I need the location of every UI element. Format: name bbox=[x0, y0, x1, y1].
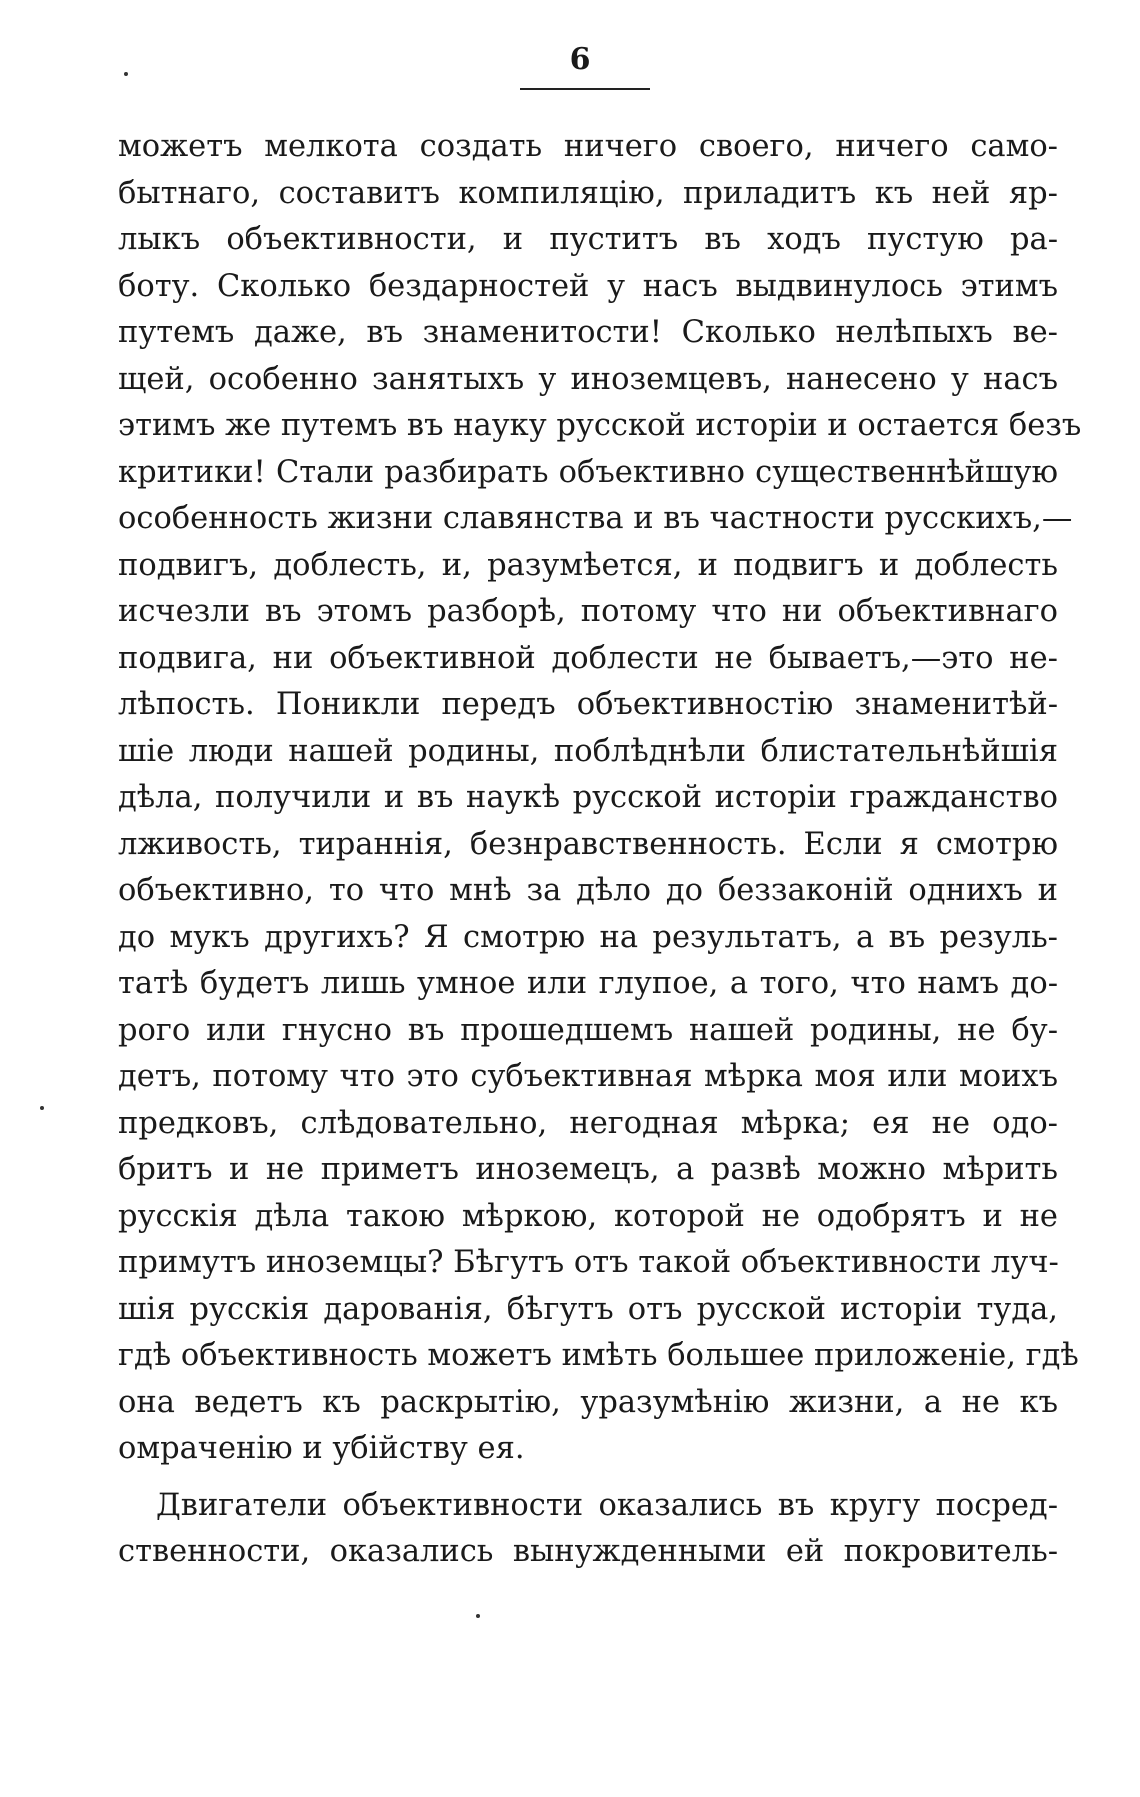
text-line: подвигъ, доблесть, и, разумѣется, и подвигъ и доблесть bbox=[118, 547, 1058, 583]
text-line: рого или гнусно въ прошедшемъ нашей родины, не бу- bbox=[118, 1012, 1058, 1048]
print-speck bbox=[476, 1614, 480, 1618]
text-line: детъ, потому что это субъективная мѣрка моя или моихъ bbox=[118, 1059, 1058, 1094]
text-line: объективно, то что мнѣ за дѣло до беззаконій однихъ и bbox=[118, 873, 1058, 908]
text-line: путемъ даже, въ знаменитости! Сколько нелѣпыхъ ве- bbox=[118, 315, 1058, 350]
text-line: лживость, тираннія, безнравственность. Если я смотрю bbox=[118, 826, 1058, 862]
text-line: шія русскія дарованія, бѣгутъ отъ русской исторіи туда, bbox=[118, 1291, 1058, 1327]
text-line: дѣла, получили и въ наукѣ русской исторіи гражданство bbox=[118, 780, 1058, 815]
body-text bbox=[118, 124, 1082, 1576]
text-line: подвига, ни объективной доблести не бываетъ,—это не- bbox=[118, 640, 1058, 676]
text-line: бритъ и не приметъ иноземецъ, а развѣ можно мѣрить bbox=[118, 1152, 1058, 1187]
text-line: щей, особенно занятыхъ у иноземцевъ, нанесено у насъ bbox=[118, 361, 1058, 397]
text-line: лыкъ объективности, и пуститъ въ ходъ пустую ра- bbox=[118, 222, 1058, 257]
text-line: омраченію и убійству ея. bbox=[118, 1431, 525, 1466]
text-line: критики! Стали разбирать объективно существеннѣйшую bbox=[118, 454, 1058, 490]
text-line: примутъ иноземцы? Бѣгутъ отъ такой объективности луч- bbox=[118, 1245, 1059, 1280]
text-line: особенность жизни славянства и въ частности русскихъ,— bbox=[118, 501, 1073, 536]
paragraph-gap bbox=[118, 1473, 1058, 1483]
text-line: боту. Сколько бездарностей у насъ выдвинулось этимъ bbox=[118, 268, 1058, 304]
text-line: шіе люди нашей родины, поблѣднѣли блистательнѣйшія bbox=[118, 733, 1058, 769]
text-line: Двигатели объективности оказались въ кругу посред- bbox=[156, 1487, 1058, 1523]
text-line: бытнаго, составитъ компиляцію, приладитъ къ ней яр- bbox=[118, 175, 1058, 211]
text-line: до мукъ другихъ? Я смотрю на результатъ, а въ резуль- bbox=[118, 919, 1058, 955]
text-line: татѣ будетъ лишь умное или глупое, а того, что намъ до- bbox=[118, 966, 1058, 1001]
text-line: можетъ мелкота создать ничего своего, ничего само- bbox=[118, 129, 1058, 164]
print-speck bbox=[124, 72, 128, 76]
text-line: этимъ же путемъ въ науку русской исторіи и остается безъ bbox=[118, 408, 1082, 443]
print-speck bbox=[40, 1106, 44, 1110]
paragraph bbox=[118, 124, 1082, 1473]
header-rule bbox=[520, 88, 650, 90]
paragraph bbox=[118, 1483, 1058, 1576]
text-line: исчезли въ этомъ разборѣ, потому что ни объективнаго bbox=[118, 594, 1058, 629]
text-line: гдѣ объективность можетъ имѣть большее приложеніе, гдѣ bbox=[118, 1338, 1079, 1373]
text-line: ственности, оказались вынужденными ей покровитель- bbox=[118, 1534, 1058, 1569]
text-line: предковъ, слѣдовательно, негодная мѣрка; ея не одо- bbox=[118, 1105, 1058, 1141]
text-line: она ведетъ къ раскрытію, уразумѣнію жизни, а не къ bbox=[118, 1384, 1058, 1420]
text-line: русскія дѣла такою мѣркою, которой не одобрятъ и не bbox=[118, 1198, 1058, 1234]
text-line: лѣпость. Поникли передъ объективностію знаменитѣй- bbox=[118, 687, 1058, 722]
page-number: 6 bbox=[569, 42, 591, 77]
